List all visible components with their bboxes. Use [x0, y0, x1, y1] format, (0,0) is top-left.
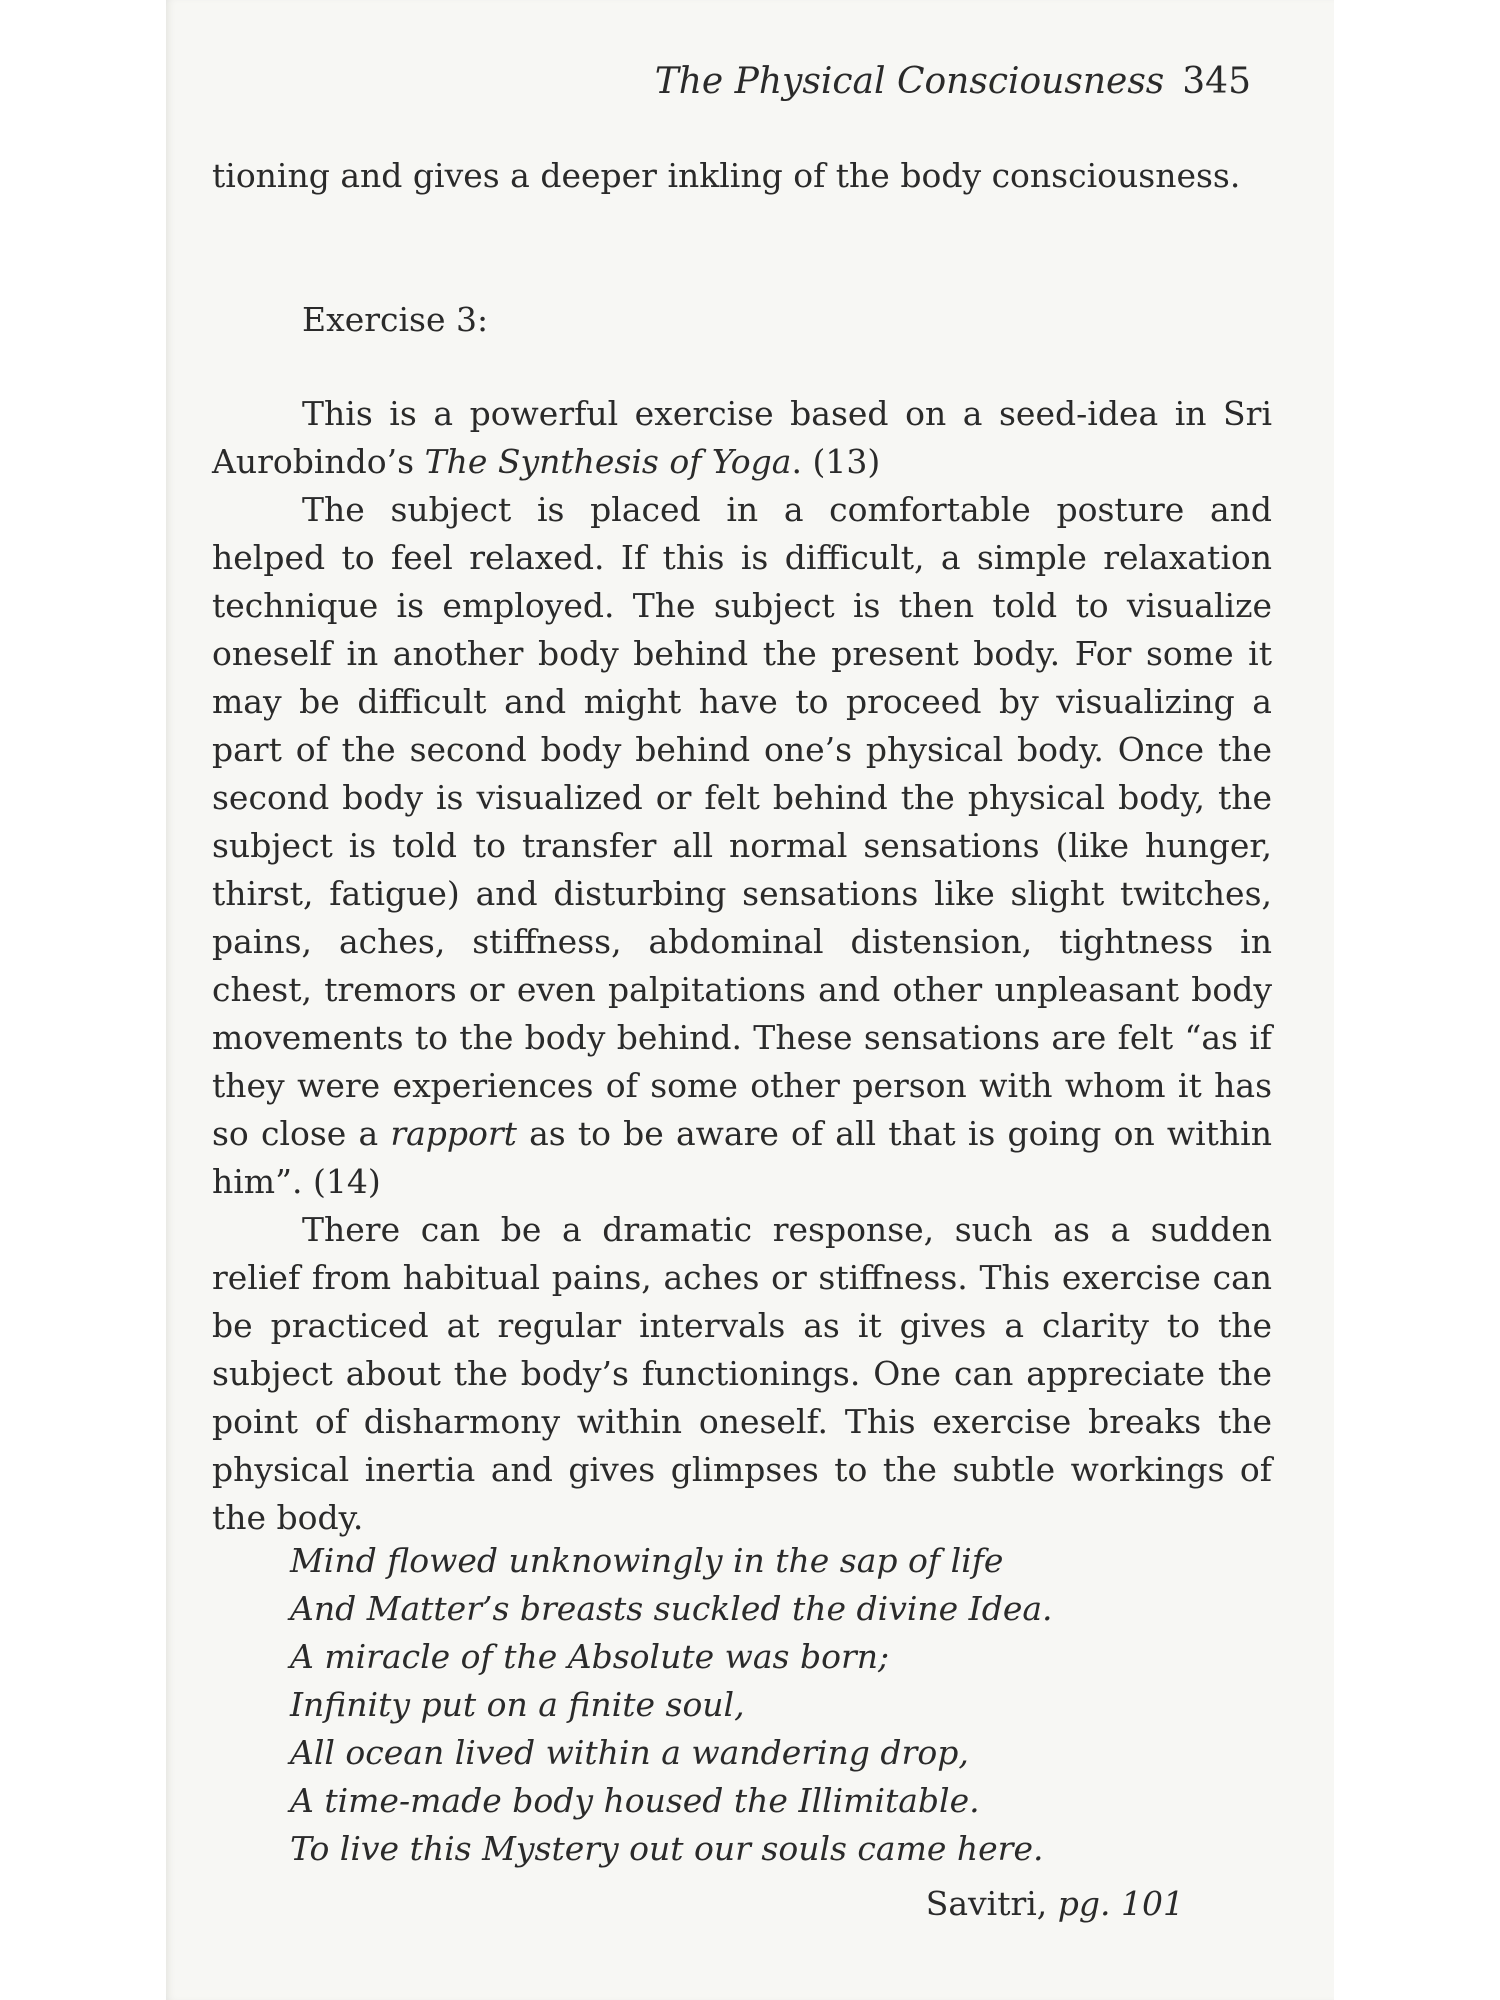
poem-line: Mind flowed unknowingly in the sap of life [290, 1541, 1004, 1580]
poem-line: And Matter’s breasts suckled the divine Idea. [290, 1589, 1053, 1628]
running-title: The Physical Consciousness [654, 61, 1165, 102]
paragraph-2-text-b: as to be aware of all that is going on within him”. (14) [212, 1114, 1272, 1201]
emphasis-rapport: rapport [390, 1114, 517, 1153]
paragraph-2-text-a: The subject is placed in a comfortable posture and helped to feel relaxed. If this is difficult, a simple relaxation technique is employed. The subject is then told to visualize oneself in another body behind the present body. For some it may be difficult and might have to proceed by visualizing a part of the second body behind one’s physical body. Once the second body is visualized or felt behind the physical body, the subject is told to transfer all normal sensations (like hunger, thirst, fatigue) and disturbing sensations like slight twitches, pains, aches, stiffness, abdominal distension, tightness in chest, tremors or even palpitations and other unpleasant body movements to the body behind. These sensations are felt “as if they were experiences of some other person with whom it has so close a [212, 490, 1272, 1153]
poem-quote [290, 1537, 1053, 1873]
poem-line: A time-made body housed the Illimitable. [290, 1781, 980, 1820]
exercise-heading: Exercise 3: [302, 300, 489, 339]
poem-line: Infinity put on a finite soul, [290, 1685, 745, 1724]
book-page [166, 0, 1334, 2000]
exercise-body [212, 390, 1272, 1542]
continued-line: tioning and gives a deeper inkling of the body consciousness. [212, 156, 1241, 195]
paragraph-1 [212, 390, 1272, 486]
paragraph-1-text-b: . (13) [791, 442, 881, 481]
attribution-page: pg. 101 [1057, 1884, 1184, 1923]
paragraph-1-text-a: This is a powerful exercise based on a seed-idea in Sri Aurobindo’s [212, 394, 1272, 481]
poem-line: A miracle of the Absolute was born; [290, 1637, 890, 1676]
poem-line: All ocean lived within a wandering drop, [290, 1733, 969, 1772]
poem-line: To live this Mystery out our souls came here. [290, 1829, 1044, 1868]
page-number: 345 [1182, 61, 1251, 102]
poem-attribution [926, 1880, 1184, 1928]
running-header [655, 58, 1251, 106]
attribution-source: Savitri, [925, 1884, 1048, 1923]
paragraph-3: There can be a dramatic response, such as a sudden relief from habitual pains, aches or stiffness. This exercise can be practiced at regular intervals as it gives a clarity to the subject about the body’s functionings. One can appreciate the point of disharmony within oneself. This exercise breaks the physical inertia and gives glimpses to the subtle workings of the body. [212, 1210, 1272, 1537]
paragraph-2 [212, 486, 1272, 1206]
book-title: The Synthesis of Yoga [424, 442, 792, 481]
